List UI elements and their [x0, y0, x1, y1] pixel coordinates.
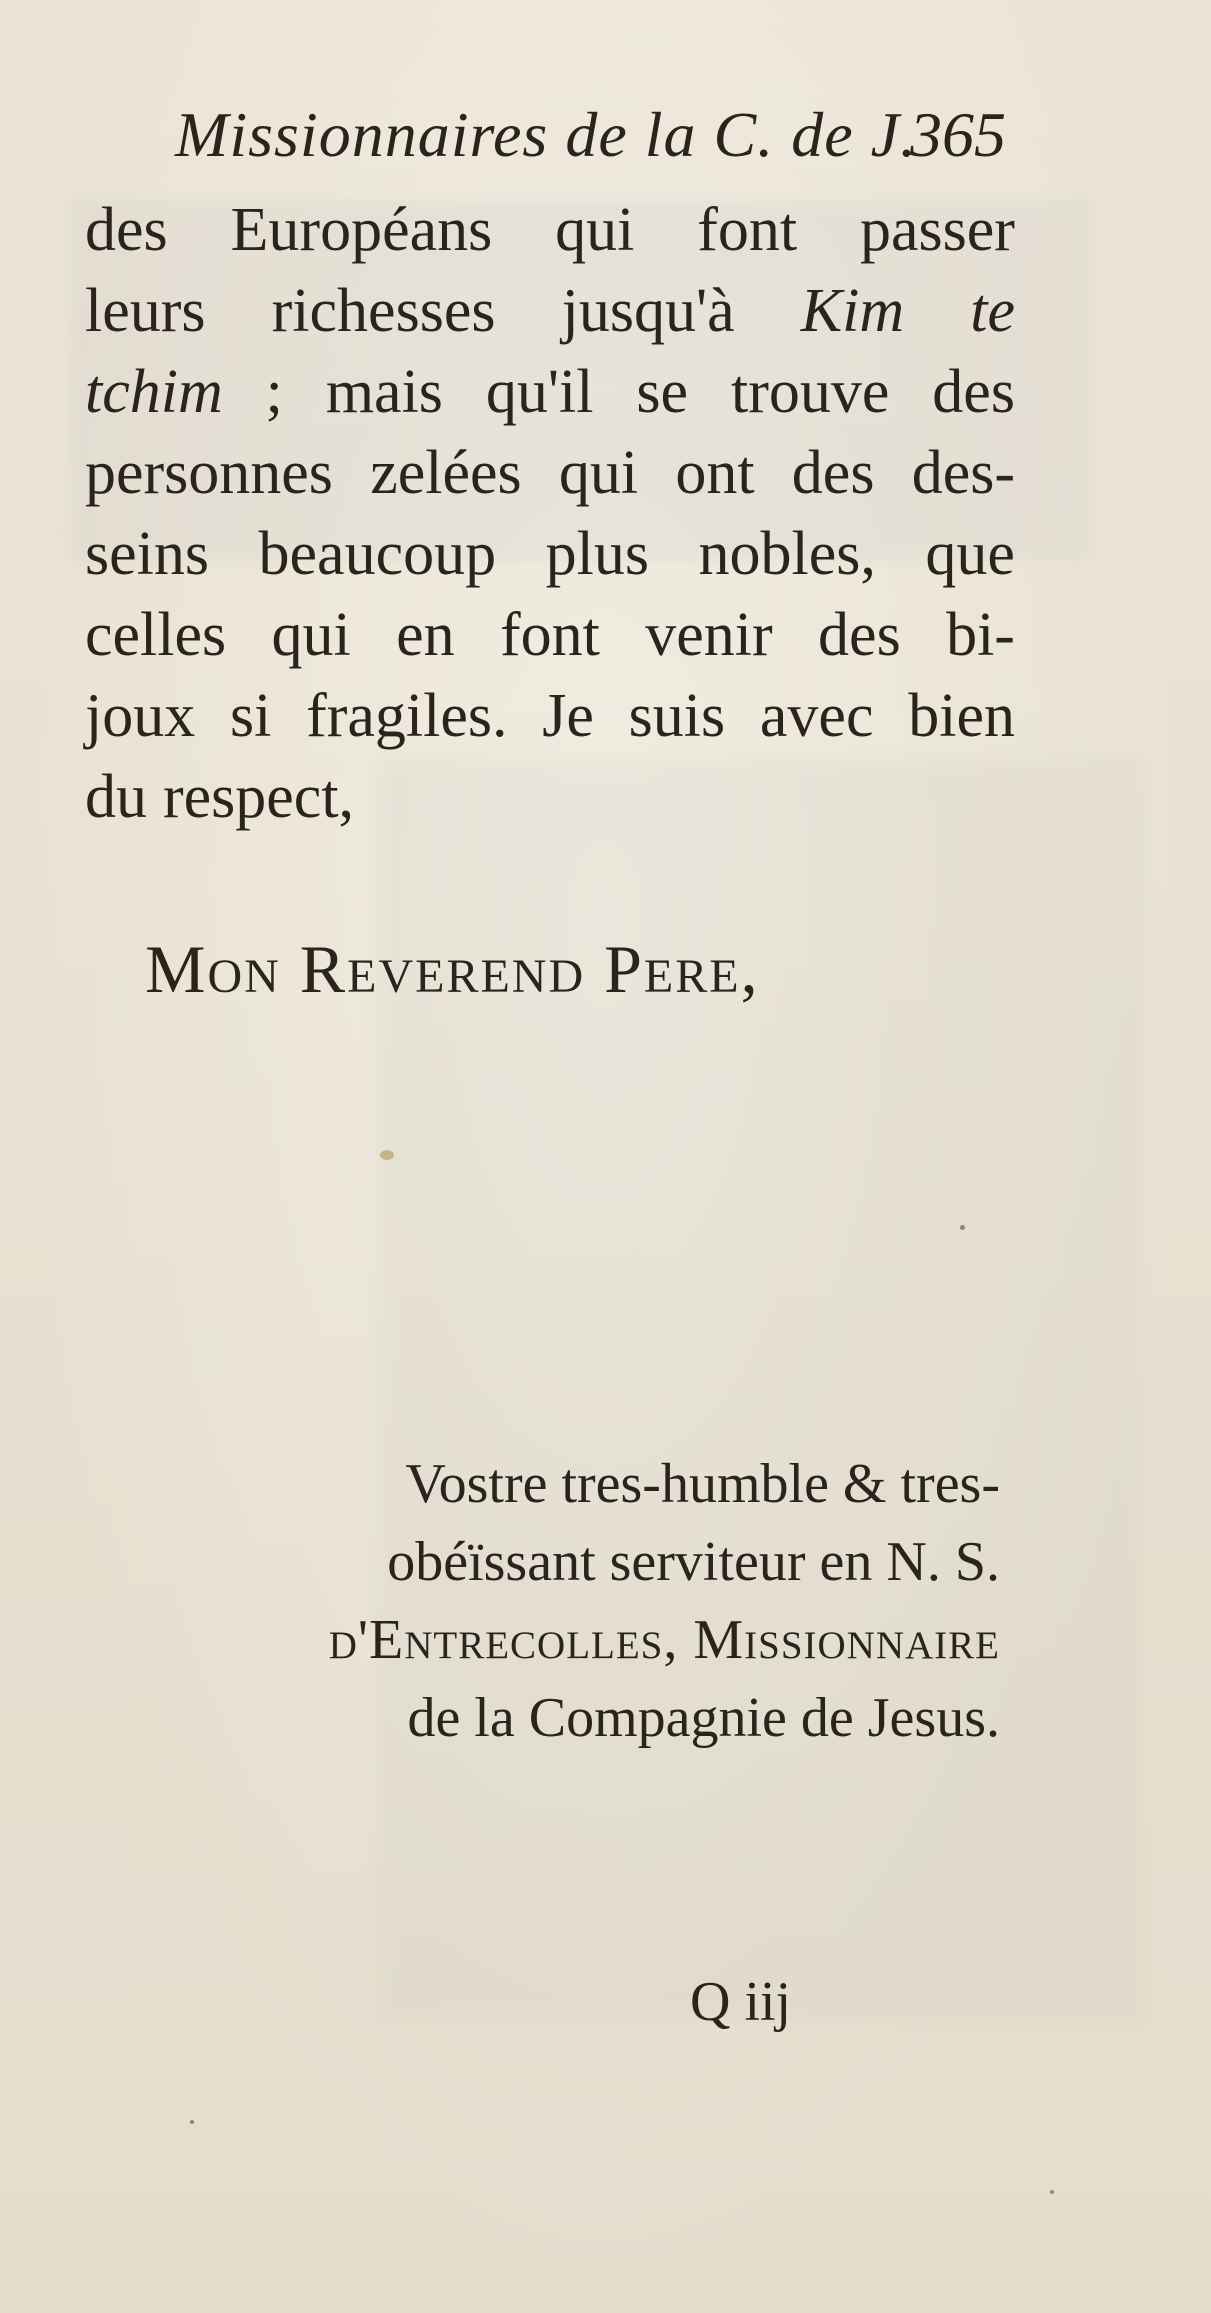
- running-head: Missionnaires de la C. de J.: [175, 99, 917, 170]
- word: personnes: [85, 439, 333, 507]
- word: suis: [628, 682, 726, 750]
- body-line: [85, 352, 1015, 433]
- word: trouve: [730, 358, 890, 426]
- word: des: [932, 358, 1015, 426]
- word: bi-: [946, 601, 1015, 669]
- word: celles: [85, 601, 227, 669]
- closing-line: de la Compagnie de Jesus.: [407, 1687, 1000, 1749]
- word: ;: [265, 358, 283, 426]
- closing-line: d'Entrecolles, Missionnaire: [328, 1609, 1000, 1671]
- word: du: [85, 763, 147, 831]
- word: que: [925, 520, 1015, 588]
- word: tchim: [85, 358, 223, 426]
- word: nobles,: [698, 520, 876, 588]
- signature-mark: Q iij: [690, 1971, 792, 2033]
- word: plus: [545, 520, 649, 588]
- body-line: [85, 514, 1015, 595]
- body-line: [85, 433, 1015, 514]
- word: venir: [645, 601, 773, 669]
- word: seins: [85, 520, 209, 588]
- closing-line: Vostre tres-humble & tres-: [405, 1453, 1000, 1515]
- word: font: [500, 601, 600, 669]
- word: des: [791, 439, 875, 507]
- body-paragraph: [85, 190, 1015, 838]
- word: joux: [85, 682, 196, 750]
- paper-stain: [380, 1150, 394, 1160]
- body-line: [85, 271, 1015, 352]
- word: mais: [325, 358, 443, 426]
- word: qu'il: [485, 358, 594, 426]
- word: qui: [271, 601, 351, 669]
- body-line: [85, 190, 1015, 271]
- word: leurs: [85, 277, 206, 345]
- word: bien: [908, 682, 1015, 750]
- word: avec: [759, 682, 874, 750]
- word: te: [970, 277, 1015, 345]
- paper-speck: [190, 2120, 194, 2124]
- word: ont: [675, 439, 755, 507]
- salutation: Mon Reverend Pere,: [145, 931, 760, 1007]
- word: des: [818, 601, 901, 669]
- word: zelées: [370, 439, 522, 507]
- body-line: [85, 676, 1015, 757]
- word: se: [636, 358, 689, 426]
- word: qui: [555, 196, 635, 264]
- word: fragiles.: [306, 682, 508, 750]
- body-line: [85, 757, 1015, 838]
- word: Je: [542, 682, 594, 750]
- word: qui: [558, 439, 639, 507]
- word: jusqu'à: [561, 277, 735, 345]
- word: si: [229, 682, 272, 750]
- word: des-: [911, 439, 1015, 507]
- paper-speck: [960, 1225, 965, 1230]
- word: des: [85, 196, 168, 264]
- word: font: [697, 196, 798, 264]
- word: Kim: [800, 277, 905, 345]
- body-line: [85, 595, 1015, 676]
- letter-closing: [280, 1445, 1000, 1757]
- word: en: [396, 601, 455, 669]
- word: respect,: [163, 763, 355, 831]
- word: Européans: [230, 196, 493, 264]
- word: beaucoup: [258, 520, 497, 588]
- paper-speck: [1050, 2190, 1054, 2194]
- word: richesses: [271, 277, 496, 345]
- page-number: 365: [910, 99, 1006, 170]
- closing-line: obéïssant serviteur en N. S.: [387, 1531, 1000, 1593]
- word: passer: [860, 196, 1015, 264]
